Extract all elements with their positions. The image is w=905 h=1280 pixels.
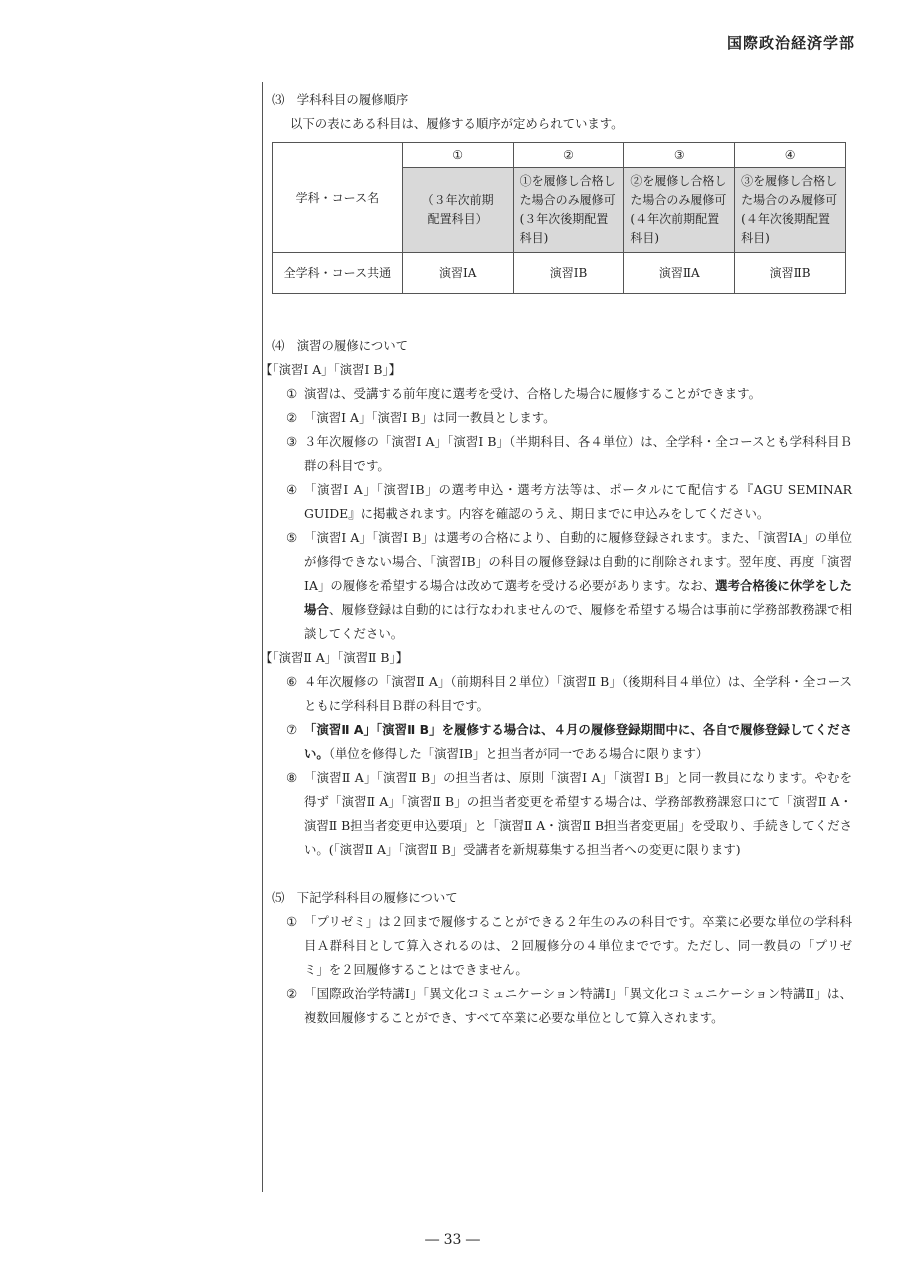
page-number: ― 33 ― [425, 1232, 480, 1248]
group-heading-seminar2: 【「演習Ⅱ A」「演習Ⅱ B」】 [260, 650, 409, 665]
item-emphasis: 「演習Ⅱ A」「演習Ⅱ B」を履修する場合は、４月の履修登録期間中に、各自で履修登録してください。 [304, 722, 852, 761]
list-item [272, 982, 852, 1030]
page-content [260, 88, 853, 1030]
item-text: 「プリゼミ」は２回まで履修することができる２年生のみの科目です。卒業に必要な単位の学科科目Ａ群科目として算入されるのは、２回履修分の４単位までです。ただし、同一教員の「プリゼミ」を２回履修することはできません。 [304, 914, 852, 977]
list-item [272, 406, 852, 430]
list-item [272, 478, 852, 526]
table-condition: ①を履修し合格した場合のみ履修可(３年次後期配置科目) [513, 168, 624, 253]
table-course: 演習ⅡA [624, 253, 735, 294]
item-marker: ⑥ [286, 674, 298, 689]
table-num: ③ [624, 143, 735, 168]
group-heading-seminar1: 【「演習Ⅰ A」「演習Ⅰ B」】 [260, 362, 402, 377]
item-marker: ⑤ [286, 530, 298, 545]
course-order-table [272, 142, 846, 294]
item-marker: ① [286, 914, 298, 929]
section4-title: ⑷ 演習の履修について [272, 338, 409, 353]
item-text: 「演習Ⅰ A」「演習Ⅰ B」は同一教員とします。 [304, 410, 556, 425]
section3-intro: 以下の表にある科目は、履修する順序が定められています。 [290, 116, 624, 131]
list-item [272, 910, 852, 982]
table-condition: （３年次前期配置科目） [402, 168, 513, 253]
list-item [272, 382, 852, 406]
item-marker: ④ [286, 482, 298, 497]
item-text: 演習は、受講する前年度に選考を受け、合格した場合に履修することができます。 [304, 386, 761, 401]
list-item [272, 718, 852, 766]
table-col-header: 学科・コース名 [273, 143, 403, 253]
item-text: 「演習Ⅰ A」「演習ⅠB」の選考申込・選考方法等は、ポータルにて配信する『AGU SEMINAR GUIDE』に掲載されます。内容を確認のうえ、期日までに申込みをしてください。 [304, 482, 852, 521]
item-text: 、履修登録は自動的には行なわれませんので、履修を希望する場合は事前に学務部教務課で相談してください。 [304, 602, 853, 641]
item-marker: ① [286, 386, 298, 401]
item-marker: ② [286, 986, 298, 1001]
item-text: 「演習Ⅱ A」「演習Ⅱ B」の担当者は、原則「演習Ⅰ A」「演習Ⅰ B」と同一教員になります。やむを得ず「演習Ⅱ A」「演習Ⅱ B」の担当者変更を希望する場合は、学務部教務課窓口にて「演習Ⅱ A・演習Ⅱ B担当者変更申込要項」と「演習Ⅱ A・演習Ⅱ B担当者変更届」を受取り、手続きしてください。(「演習Ⅱ A」「演習Ⅱ B」受講者を新規募集する担当者への変更に限ります) [304, 770, 852, 857]
item-marker: ⑧ [286, 770, 298, 785]
item-marker: ③ [286, 434, 298, 449]
section3-title: ⑶ 学科科目の履修順序 [272, 92, 409, 107]
item-emphasis: 選考合格後に休学をした場合 [304, 578, 853, 617]
item-marker: ⑦ [286, 722, 298, 737]
item-text: 「演習Ⅰ A」「演習Ⅰ B」は選考の合格により、自動的に履修登録されます。また、「演習ⅠA」の単位が修得できない場合、「演習ⅠB」の科目の履修登録は自動的に削除されます。翌年度、再度「演習ⅠA」の履修を希望する場合は改めて選考を受ける必要があります。なお、 [304, 530, 852, 593]
table-row-label: 全学科・コース共通 [273, 253, 403, 294]
table-num: ② [513, 143, 624, 168]
item-text: 「国際政治学特講Ⅰ」「異文化コミュニケーション特講Ⅰ」「異文化コミュニケーション特講Ⅱ」は、複数回履修することができ、すべて卒業に必要な単位として算入されます。 [304, 986, 852, 1025]
table-num: ④ [735, 143, 846, 168]
list-item [272, 670, 852, 718]
list-item [272, 526, 852, 646]
item-text: （単位を修得した「演習ⅠB」と担当者が同一である場合に限ります） [328, 746, 709, 761]
margin-rule [262, 82, 263, 1192]
table-course: 演習ⅡB [735, 253, 846, 294]
table-condition: ②を履修し合格した場合のみ履修可(４年次前期配置科目) [624, 168, 735, 253]
list-item [272, 766, 852, 862]
list-item [272, 430, 852, 478]
section5-title: ⑸ 下記学科科目の履修について [272, 890, 458, 905]
item-text: ３年次履修の「演習Ⅰ A」「演習Ⅰ B」（半期科目、各４単位）は、全学科・全コースとも学科科目Ｂ群の科目です。 [304, 434, 852, 473]
item-text: ４年次履修の「演習Ⅱ A」（前期科目２単位）「演習Ⅱ B」（後期科目４単位）は、全学科・全コースともに学科科目Ｂ群の科目です。 [304, 674, 852, 713]
table-num: ① [402, 143, 513, 168]
table-course: 演習ⅠB [513, 253, 624, 294]
table-condition: ③を履修し合格した場合のみ履修可(４年次後期配置科目) [735, 168, 846, 253]
table-course: 演習ⅠA [402, 253, 513, 294]
item-marker: ② [286, 410, 298, 425]
department-header: 国際政治経済学部 [726, 34, 855, 52]
